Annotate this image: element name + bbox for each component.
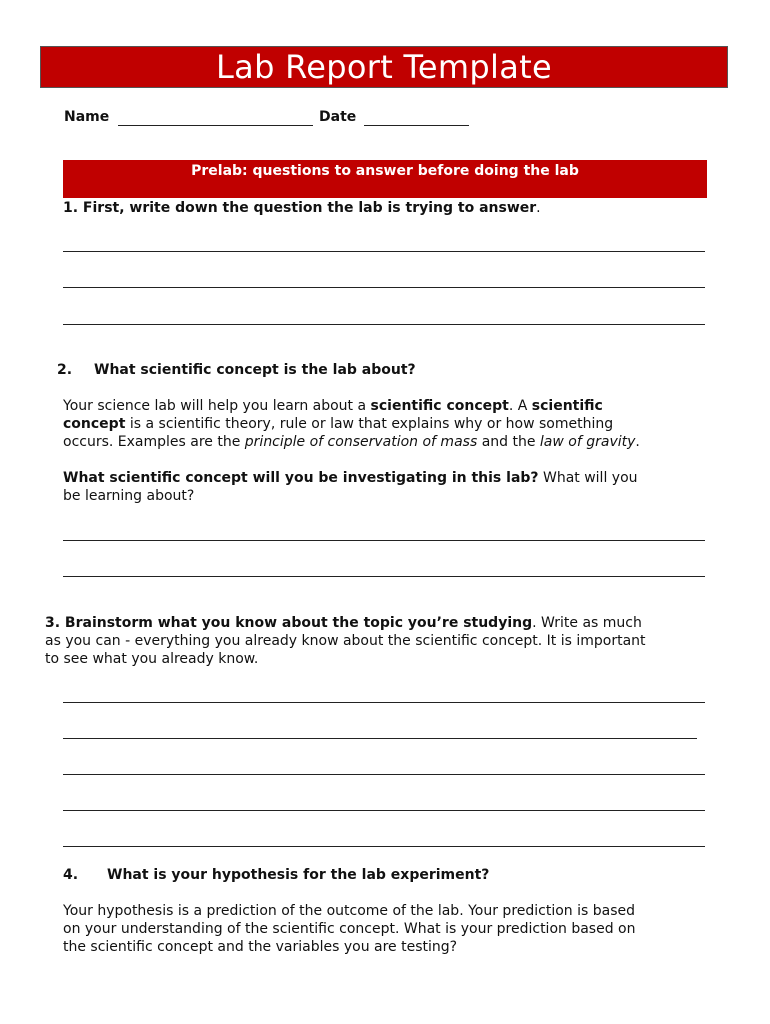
text: principle of conservation of mass (244, 434, 478, 450)
question-2-prompt (63, 469, 713, 505)
text: as you can - everything you already know about the scientific concept. It is important (45, 633, 646, 649)
page-title-banner (40, 46, 728, 88)
answer-line[interactable] (63, 738, 697, 739)
page-title: Lab Report Template (216, 48, 552, 86)
prelab-banner-text: Prelab: questions to answer before doing the lab (191, 163, 579, 179)
answer-line[interactable] (63, 324, 705, 325)
explanation-line-3 (63, 433, 713, 451)
explanation-line-1 (63, 397, 713, 415)
text: and the (477, 434, 540, 450)
text: What will you (538, 470, 638, 486)
text: Your science lab will help you learn about a (63, 398, 371, 414)
question-1 (63, 199, 541, 217)
text: be learning about? (63, 488, 195, 504)
text: What scientific concept will you be investigating in this lab? (63, 470, 539, 486)
question-1-period: . (536, 200, 541, 216)
answer-line[interactable] (63, 251, 705, 252)
answer-line[interactable] (63, 810, 705, 811)
text: the scientific concept and the variables you are testing? (63, 939, 458, 955)
name-label: Name (64, 109, 110, 125)
answer-line[interactable] (63, 576, 705, 577)
question-2-number: 2. (57, 362, 73, 378)
question-4-heading: What is your hypothesis for the lab experiment? (107, 867, 490, 883)
question-4-explanation (63, 902, 723, 956)
text: is a scientific theory, rule or law that explains why or how something (125, 416, 614, 432)
answer-line[interactable] (63, 287, 705, 288)
question-3 (45, 614, 735, 668)
question-1-text: 1. First, write down the question the lab is trying to answer (63, 200, 537, 216)
text: scientific concept (370, 398, 509, 414)
text: . Write as much (532, 615, 642, 631)
text: concept (63, 416, 126, 432)
date-label: Date (319, 109, 357, 125)
prelab-banner (63, 160, 707, 198)
text: law of gravity (539, 434, 636, 450)
question-4-number: 4. (63, 867, 79, 883)
question-2-heading: What scientific concept is the lab about? (94, 362, 416, 378)
name-field-line[interactable] (118, 125, 313, 126)
answer-line[interactable] (63, 846, 705, 847)
text: Your hypothesis is a prediction of the outcome of the lab. Your prediction is based (63, 903, 636, 919)
answer-line[interactable] (63, 774, 705, 775)
text: . (635, 434, 640, 450)
text: scientific (531, 398, 603, 414)
question-2-explanation (63, 397, 713, 451)
date-field-line[interactable] (364, 125, 469, 126)
text: on your understanding of the scientific concept. What is your prediction based on (63, 921, 636, 937)
explanation-line-2 (63, 415, 713, 433)
text: . A (508, 398, 532, 414)
text: occurs. Examples are the (63, 434, 245, 450)
answer-line[interactable] (63, 702, 705, 703)
text: to see what you already know. (45, 651, 259, 667)
question-3-heading: 3. Brainstorm what you know about the topic you’re studying (45, 615, 533, 631)
answer-line[interactable] (63, 540, 705, 541)
